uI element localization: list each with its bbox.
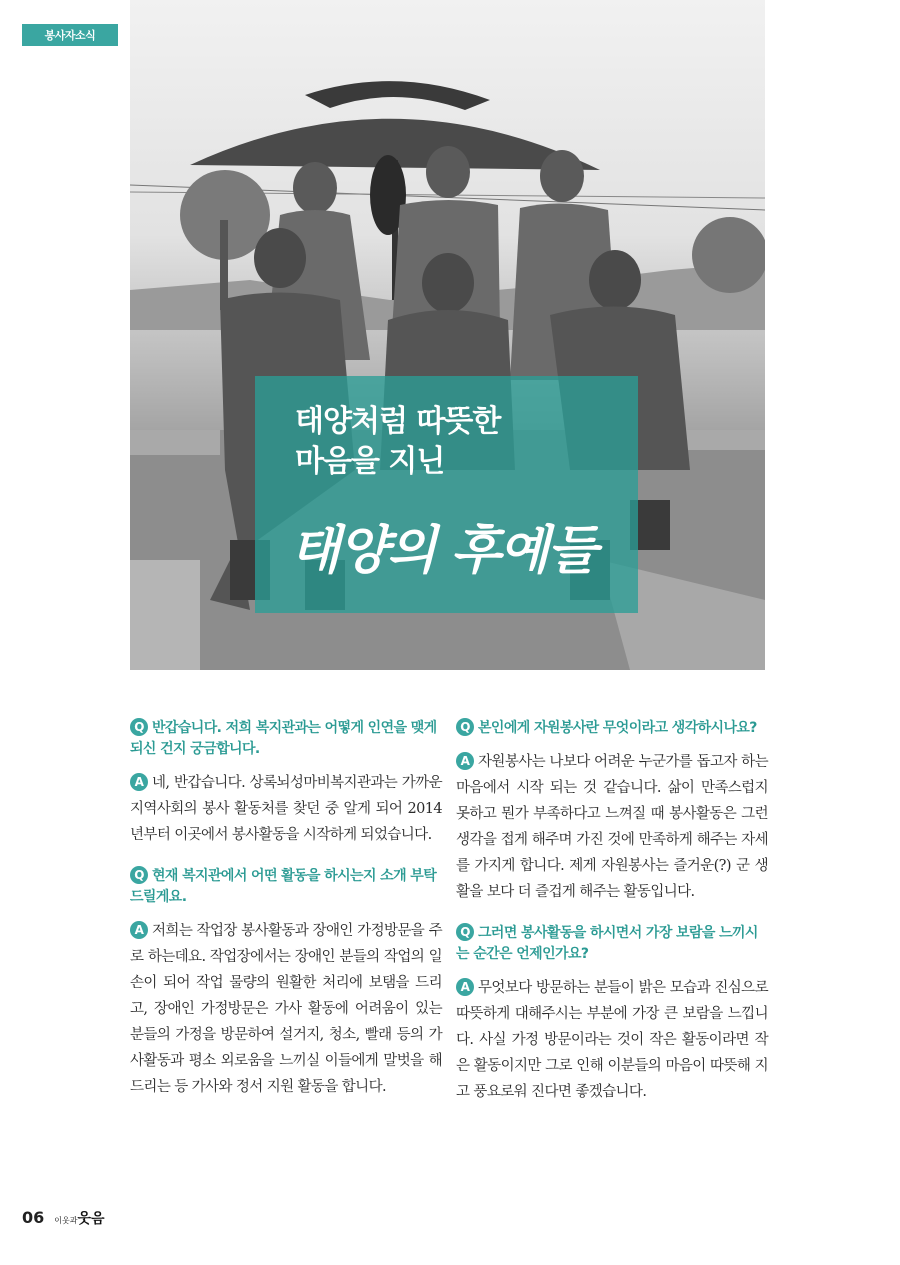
section-tag: 봉사자소식 — [22, 24, 118, 46]
question-4 — [456, 923, 768, 965]
question-3 — [456, 718, 768, 739]
answer-3-text: 자원봉사는 나보다 어려운 누군가를 돕고자 하는 마음에서 시작 되는 것 같습니다. 삶이 만족스럽지 못하고 뭔가 부족하다고 느껴질 때 봉사활동은 그런 생각을 접게 해주며 가진 것에 만족하게 해주는 자세를 가지게 합니다. 제게 자원봉사는 즐거운(?) 군 생활을 보다 더 즐겁게 해주는 활동입니다. — [456, 754, 768, 900]
a-badge-icon: A — [130, 921, 148, 939]
q-badge-icon: Q — [456, 718, 474, 736]
answer-1-text: 네, 반갑습니다. 상록뇌성마비복지관과는 가까운 지역사회의 봉사 활동처를 찾던 중 알게 되어 2014년부터 이곳에서 봉사활동을 시작하게 되었습니다. — [130, 775, 442, 843]
qa-item-1 — [130, 718, 442, 848]
a-badge-icon: A — [456, 978, 474, 996]
magazine-logo-name: 웃음 — [77, 1211, 105, 1227]
magazine-logo — [54, 1208, 104, 1228]
a-badge-icon: A — [456, 752, 474, 770]
answer-2-text: 저희는 작업장 봉사활동과 장애인 가정방문을 주로 하는데요. 작업장에서는 장애인 분들의 작업의 일손이 되어 작업 물량의 원활한 처리에 보탬을 드리고, 장애인 가정방문은 가사 활동에 어려움이 있는 분들의 가정을 방문하여 설거지, 청소, 빨래 등의 가사활동과 평소 외로움을 느끼실 이들에게 말벗을 해드리는 등 가사와 정서 지원 활동을 합니다. — [130, 923, 442, 1095]
page-number: 06 — [22, 1208, 45, 1227]
calligraphy-title: 태양의 후예들 — [290, 520, 596, 581]
answer-3 — [456, 749, 768, 905]
answer-2 — [130, 918, 442, 1100]
page-footer — [22, 1208, 105, 1228]
a-badge-icon: A — [130, 773, 148, 791]
qa-item-2 — [130, 866, 442, 1100]
q-badge-icon: Q — [130, 718, 148, 736]
question-1-text: 반갑습니다. 저희 복지관과는 어떻게 인연을 맺게 되신 건지 궁금합니다. — [130, 720, 437, 757]
question-1 — [130, 718, 442, 760]
q-badge-icon: Q — [456, 923, 474, 941]
question-2-text: 현재 복지관에서 어떤 활동을 하시는지 소개 부탁드릴게요. — [130, 868, 437, 905]
right-column — [456, 718, 768, 1123]
answer-4 — [456, 975, 768, 1105]
left-column — [130, 718, 442, 1118]
question-3-text: 본인에게 자원봉사란 무엇이라고 생각하시나요? — [478, 720, 757, 736]
question-4-text: 그러면 봉사활동을 하시면서 가장 보람을 느끼시는 순간은 언제인가요? — [456, 925, 758, 962]
answer-1 — [130, 770, 442, 848]
qa-item-3 — [456, 718, 768, 905]
magazine-logo-small: 이웃과 — [54, 1216, 78, 1225]
hero-headline — [295, 402, 500, 482]
q-badge-icon: Q — [130, 866, 148, 884]
hero-headline-line1: 태양처럼 따뜻한 — [295, 404, 501, 439]
answer-4-text: 무엇보다 방문하는 분들이 밝은 모습과 진심으로 따뜻하게 대해주시는 부분에 가장 큰 보람을 느낍니다. 사실 가정 방문이라는 것이 작은 활동이라면 작은 활동이지만 그로 인해 이분들의 마음이 따뜻해 지고 풍요로워 진다면 좋겠습니다. — [456, 980, 768, 1100]
question-2 — [130, 866, 442, 908]
qa-item-4 — [456, 923, 768, 1105]
hero-headline-line2: 마음을 지닌 — [295, 444, 445, 479]
